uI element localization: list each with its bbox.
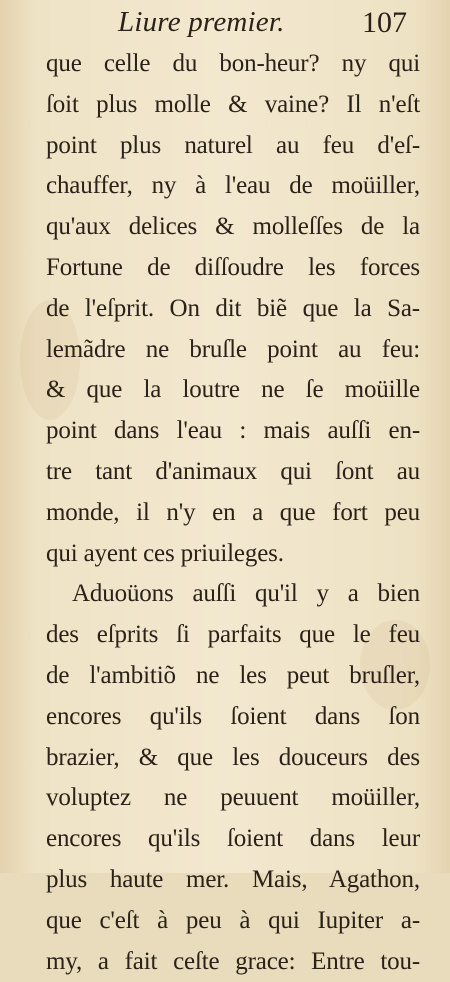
text-line: chauffer, ny à l'eau de moüiller, [46,172,420,200]
page-header [0,4,450,46]
text-line: que c'eſt à peu à qui Iupiter a- [46,906,420,934]
text-line: my, a fait ceſte grace: Entre tou- [46,947,420,975]
text-line: lemãdre ne bruſle point au feu: [46,335,420,363]
text-line: qu'aux delices & molleſſes de la [46,213,420,241]
text-line: encores qu'ils ſoient dans ſon [46,702,420,730]
running-head: Liure premier. [118,6,285,38]
text-line: brazier, & que les douceurs des [46,743,420,771]
text-line: point dans l'eau : mais auſſi en- [46,417,420,445]
text-line: qui ayent ces priuileges. [46,539,284,567]
text-line: que celle du bon-heur? ny qui [46,50,420,77]
body-text [46,44,420,982]
text-line: de l'eſprit. On dit biẽ que la Sa- [46,294,420,322]
text-line: des eſprits ſi parfaits que le feu [46,621,420,649]
text-line: voluptez ne peuuent moüiller, [46,784,420,812]
text-line: plus haute mer. Mais, Agathon, [46,865,420,893]
text-line: Fortune de diſſoudre les forces [46,253,420,281]
text-line: & que la loutre ne ſe moüille [46,376,420,404]
text-line: tre tant d'animaux qui ſont au [46,457,420,485]
text-line: encores qu'ils ſoient dans leur [46,825,420,853]
text-line: de l'ambitiõ ne les peut bruſler, [46,661,420,689]
page-number: 107 [362,6,407,39]
text-line: point plus naturel au feu d'eſ- [46,131,420,159]
text-line: monde, il n'y en a que fort peu [46,498,420,526]
text-line: Aduoüons auſſi qu'il y a bien [72,580,420,608]
text-line: ſoit plus molle & vaine? Il n'eſt [46,90,420,118]
